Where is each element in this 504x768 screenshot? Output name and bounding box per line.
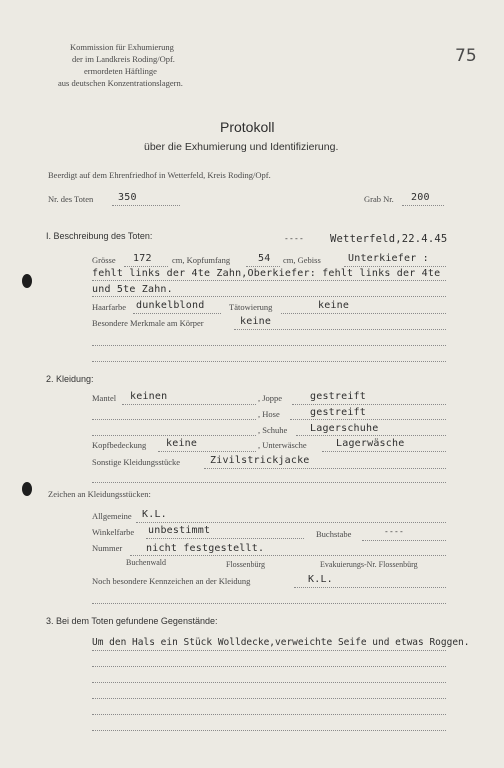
letter-value: ---- <box>384 527 405 536</box>
teeth-value-2: fehlt links der 4te Zahn,Oberkiefer: fehlt links der 4te <box>92 268 441 279</box>
evacuation-label: Evakuierungs-Nr. Flossenbürg <box>320 560 418 569</box>
document-title: Protokoll <box>220 119 275 135</box>
buchenwald-label: Buchenwald <box>126 558 166 567</box>
marks-value: keine <box>240 316 272 327</box>
underwear-label: , Unterwäsche <box>258 440 307 450</box>
grave-number-label: Grab Nr. <box>364 194 394 204</box>
hair-value: dunkelblond <box>136 300 205 311</box>
tattoo-label: Tätowierung <box>229 302 273 312</box>
general-mark-value: K.L. <box>142 509 167 520</box>
other-clothing-value: Zivilstrickjacke <box>210 455 310 466</box>
commission-line-2: der im Landkreis Roding/Opf. <box>72 54 175 64</box>
shoes-value: Lagerschuhe <box>310 423 379 434</box>
teeth-value-1: Unterkiefer : <box>348 253 429 264</box>
angle-color-label: Winkelfarbe <box>92 527 135 537</box>
section-3-heading: 3. Bei dem Toten gefundene Gegenstände: <box>46 616 218 626</box>
other-clothing-label: Sonstige Kleidungsstücke <box>92 457 181 467</box>
coat-label: Mantel <box>92 393 117 403</box>
burial-place: Beerdigt auf dem Ehrenfriedhof in Wetterfeld, Kreis Roding/Opf. <box>48 170 271 180</box>
jacket-value: gestreift <box>310 391 366 402</box>
punch-hole-top <box>22 274 32 288</box>
commission-line-4: aus deutschen Konzentrationslagern. <box>58 78 183 88</box>
flossenburg-label: Flossenbürg <box>226 560 265 569</box>
trousers-value: gestreift <box>310 407 366 418</box>
further-marks-value: K.L. <box>308 574 333 585</box>
page-number: 75 <box>455 46 477 66</box>
teeth-label: cm, Gebiss <box>283 255 321 265</box>
general-mark-label: Allgemeine <box>92 511 132 521</box>
trousers-label: , Hose <box>258 409 280 419</box>
hair-label: Haarfarbe <box>92 302 126 312</box>
shoes-label: , Schuhe <box>258 425 288 435</box>
grave-number-value: 200 <box>411 192 430 203</box>
dead-number-value: 350 <box>118 192 137 203</box>
number-value: nicht festgestellt. <box>146 543 265 554</box>
tattoo-value: keine <box>318 300 350 311</box>
section-1-heading: I. Beschreibung des Toten: <box>46 231 153 241</box>
commission-line-3: ermordeten Häftlinge <box>84 66 157 76</box>
headwear-value: keine <box>166 438 198 449</box>
size-label: Grösse <box>92 255 116 265</box>
dash-marker: ---- <box>284 234 305 243</box>
further-marks-label: Noch besondere Kennzeichen an der Kleidung <box>92 576 251 586</box>
place-date: Wetterfeld,22.4.45 <box>330 233 448 245</box>
coat-value: keinen <box>130 391 168 402</box>
marks-label: Besondere Merkmale am Körper <box>92 318 204 328</box>
section-2-heading: 2. Kleidung: <box>46 374 94 384</box>
commission-line-1: Kommission für Exhumierung <box>70 42 174 52</box>
found-items-value: Um den Hals ein Stück Wolldecke,verweichte Seife und etwas Roggen. <box>92 637 470 648</box>
size-value: 172 <box>133 253 152 264</box>
head-size-label: cm, Kopfumfang <box>172 255 231 265</box>
headwear-label: Kopfbedeckung <box>92 440 147 450</box>
teeth-value-3: und 5te Zahn. <box>92 284 173 295</box>
head-size-value: 54 <box>258 253 271 264</box>
document-subtitle: über die Exhumierung und Identifizierung. <box>144 141 339 153</box>
letter-label: Buchstabe <box>316 529 352 539</box>
number-label: Nummer <box>92 543 123 553</box>
clothing-marks-heading: Zeichen an Kleidungsstücken: <box>48 489 151 499</box>
jacket-label: , Joppe <box>258 393 283 403</box>
underwear-value: Lagerwäsche <box>336 438 405 449</box>
punch-hole-bottom <box>22 482 32 496</box>
angle-color-value: unbestimmt <box>148 525 211 536</box>
dead-number-label: Nr. des Toten <box>48 194 94 204</box>
